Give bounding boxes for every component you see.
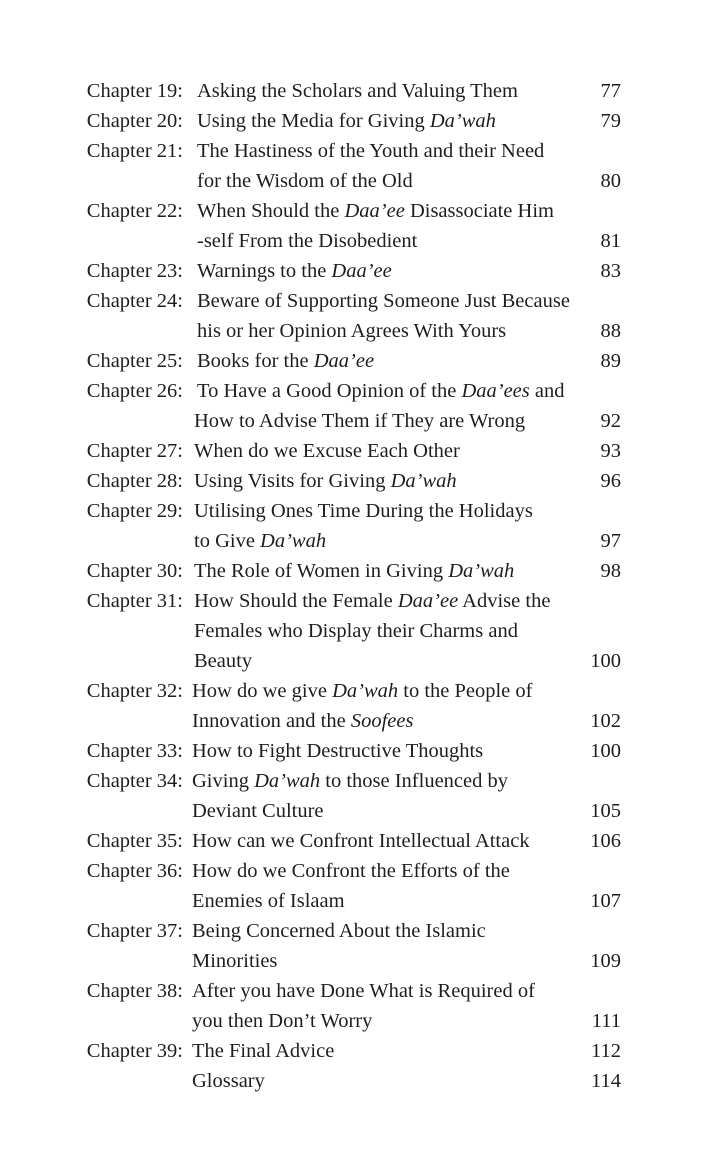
toc-entry (0, 586, 720, 676)
italic-term: Da’wah (254, 770, 321, 792)
italic-term: Da’wah (390, 470, 457, 492)
toc-entry (0, 286, 720, 346)
chapter-title: After you have Done What is Required of (192, 980, 535, 1002)
page-number: 100 (590, 740, 621, 762)
toc-line (0, 706, 720, 736)
chapter-title: Using Visits for Giving Da’wah (194, 470, 457, 492)
italic-term: Da’wah (429, 110, 496, 132)
chapter-label: Chapter 25: (86, 350, 183, 372)
chapter-label: Chapter 37: (86, 920, 183, 942)
chapter-title: you then Don’t Worry (192, 1010, 373, 1032)
chapter-title: How to Advise Them if They are Wrong (194, 410, 526, 432)
chapter-label: Chapter 30: (86, 560, 183, 582)
chapter-label: Chapter 33: (86, 740, 183, 762)
toc-line (0, 316, 720, 346)
chapter-title: Warnings to the Daa’ee (197, 260, 392, 282)
chapter-title: How do we give Da’wah to the People of (192, 680, 533, 702)
chapter-label: Chapter 23: (86, 260, 183, 282)
toc-entry (0, 136, 720, 196)
toc-line (0, 946, 720, 976)
toc-line (0, 226, 720, 256)
page-number: 81 (600, 230, 621, 252)
chapter-title: Beware of Supporting Someone Just Because (197, 290, 570, 312)
chapter-label: Chapter 20: (86, 110, 183, 132)
chapter-title: Minorities (192, 950, 278, 972)
page-number: 79 (600, 110, 621, 132)
chapter-title: Beauty (194, 650, 253, 672)
page-number: 88 (600, 320, 621, 342)
toc-entry (0, 376, 720, 436)
italic-term: Daa’ee (344, 200, 405, 222)
page-number: 97 (600, 530, 621, 552)
chapter-title: The Hastiness of the Youth and their Need (197, 140, 545, 162)
chapter-label: Chapter 21: (86, 140, 183, 162)
chapter-label: Chapter 32: (86, 680, 183, 702)
italic-term: Daa’ee (397, 590, 459, 612)
chapter-title: When do we Excuse Each Other (194, 440, 460, 462)
toc-entry (0, 436, 720, 466)
page-number: 102 (590, 710, 621, 732)
page-number: 109 (590, 950, 621, 972)
toc-line (0, 646, 720, 676)
toc-line (0, 526, 720, 556)
chapter-title: How do we Confront the Efforts of the (192, 860, 510, 882)
toc-entry (0, 856, 720, 916)
toc-line (0, 346, 720, 376)
toc-line (0, 976, 720, 1006)
page-number: 107 (590, 890, 621, 912)
chapter-label: Chapter 34: (86, 770, 183, 792)
page-number: 89 (600, 350, 621, 372)
italic-term: Daa’ee (331, 260, 392, 282)
toc-line (0, 916, 720, 946)
chapter-label: Chapter 36: (86, 860, 183, 882)
italic-term: Da’wah (332, 680, 399, 702)
toc-line (0, 886, 720, 916)
chapter-label: Chapter 28: (86, 470, 183, 492)
toc-line (0, 286, 720, 316)
toc-entry (0, 976, 720, 1036)
toc-line (0, 406, 720, 436)
chapter-label: Chapter 26: (86, 380, 183, 402)
toc-line (0, 826, 720, 856)
page-number: 111 (591, 1010, 621, 1032)
chapter-title: How can we Confront Intellectual Attack (192, 830, 530, 852)
toc-entry (0, 346, 720, 376)
chapter-label: Chapter 35: (86, 830, 183, 852)
chapter-label: Chapter 19: (86, 80, 183, 102)
page-number: 83 (600, 260, 621, 282)
toc-line (0, 736, 720, 766)
chapter-title: To Have a Good Opinion of the Daa’ees and (197, 380, 565, 402)
page-number: 100 (590, 650, 621, 672)
chapter-title: How Should the Female Daa’ee Advise the (194, 590, 551, 612)
page-number: 77 (600, 80, 621, 102)
toc-line (0, 856, 720, 886)
chapter-title: -self From the Disobedient (197, 230, 418, 252)
italic-term: Daa’ee (313, 350, 375, 372)
toc-line (0, 166, 720, 196)
chapter-title: Using the Media for Giving Da’wah (197, 110, 496, 132)
toc-entry (0, 256, 720, 286)
toc-line (0, 76, 720, 106)
italic-term: Soofees (350, 710, 414, 732)
chapter-title: The Final Advice (192, 1040, 335, 1062)
chapter-title: for the Wisdom of the Old (197, 170, 413, 192)
toc-line (0, 1036, 720, 1066)
page-number: 93 (600, 440, 621, 462)
table-of-contents (0, 76, 720, 1096)
toc-entry (0, 1036, 720, 1066)
chapter-label: Chapter 31: (86, 590, 183, 612)
toc-line (0, 1006, 720, 1036)
toc-entry (0, 556, 720, 586)
toc-line (0, 136, 720, 166)
glossary-title: Glossary (192, 1070, 265, 1092)
toc-line (0, 196, 720, 226)
glossary-entry (0, 1066, 720, 1096)
toc-entry (0, 76, 720, 106)
chapter-title: Females who Display their Charms and (194, 620, 518, 642)
page-number: 112 (591, 1040, 621, 1062)
toc-line (0, 586, 720, 616)
toc-entry (0, 766, 720, 826)
chapter-title: Utilising Ones Time During the Holidays (194, 500, 533, 522)
chapter-label: Chapter 24: (86, 290, 183, 312)
toc-entry (0, 826, 720, 856)
toc-line (0, 376, 720, 406)
chapter-title: Deviant Culture (192, 800, 324, 822)
toc-line (0, 106, 720, 136)
chapter-label: Chapter 38: (86, 980, 183, 1002)
chapter-title: Books for the Daa’ee (197, 350, 375, 372)
toc-line (0, 436, 720, 466)
page-number: 98 (600, 560, 621, 582)
chapter-title: Giving Da’wah to those Influenced by (192, 770, 509, 792)
chapter-title: Being Concerned About the Islamic (192, 920, 486, 942)
toc-line (0, 556, 720, 586)
chapter-label: Chapter 39: (86, 1040, 183, 1062)
chapter-title: Asking the Scholars and Valuing Them (197, 80, 518, 102)
italic-term: Daa’ees (461, 380, 530, 402)
chapter-label: Chapter 22: (86, 200, 183, 222)
page-number: 105 (590, 800, 621, 822)
chapter-title: his or her Opinion Agrees With Yours (197, 320, 507, 342)
toc-line (0, 796, 720, 826)
chapter-title: Innovation and the Soofees (192, 710, 414, 732)
italic-term: Da’wah (260, 530, 327, 552)
chapter-label: Chapter 29: (86, 500, 183, 522)
chapter-title: Enemies of Islaam (192, 890, 345, 912)
toc-entry (0, 196, 720, 256)
toc-entry (0, 736, 720, 766)
toc-line (0, 256, 720, 286)
chapter-title: How to Fight Destructive Thoughts (192, 740, 484, 762)
toc-line (0, 766, 720, 796)
page-number: 96 (600, 470, 621, 492)
toc-line (0, 676, 720, 706)
page-number: 92 (600, 410, 621, 432)
chapter-title: to Give Da’wah (194, 530, 327, 552)
toc-entry (0, 106, 720, 136)
toc-entry (0, 466, 720, 496)
toc-line (0, 616, 720, 646)
page-number: 80 (600, 170, 621, 192)
page-number: 114 (591, 1070, 621, 1092)
chapter-label: Chapter 27: (86, 440, 183, 462)
toc-entry (0, 496, 720, 556)
chapter-title: When Should the Daa’ee Disassociate Him (197, 200, 554, 222)
toc-line (0, 466, 720, 496)
toc-entry (0, 916, 720, 976)
toc-line (0, 496, 720, 526)
italic-term: Da’wah (448, 560, 515, 582)
toc-entry (0, 676, 720, 736)
chapter-title: The Role of Women in Giving Da’wah (194, 560, 515, 582)
page-number: 106 (590, 830, 621, 852)
